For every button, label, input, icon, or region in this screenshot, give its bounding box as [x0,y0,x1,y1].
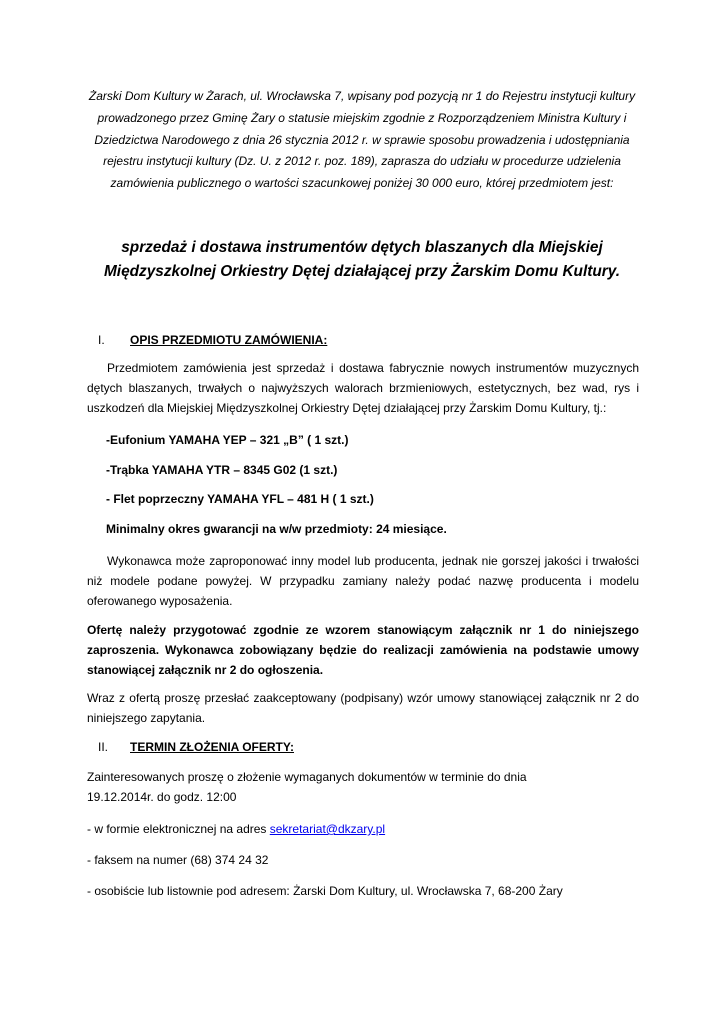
fax-line: - faksem na numer (68) 374 24 32 [87,853,269,867]
warranty-note: Minimalny okres gwarancji na w/w przedmioty: 24 miesiące. [106,522,447,536]
section-1-heading [98,331,327,349]
deadline-paragraph: Zainteresowanych proszę o złożenie wymaganych dokumentów w terminie do dnia 19.12.2014r. do godz. 12:00 [87,770,527,805]
section-2-heading [98,738,294,756]
section-1-title: OPIS PRZEDMIOTU ZAMÓWIENIA: [130,333,328,347]
email-prefix: - w formie elektronicznej na adres [87,822,270,836]
item-flet: - Flet poprzeczny YAMAHA YFL – 481 H ( 1 szt.) [106,492,374,506]
post-line: - osobiście lub listownie pod adresem: Żarski Dom Kultury, ul. Wrocławska 7, 68-200 Żary [87,884,563,898]
item-eufonium: -Eufonium YAMAHA YEP – 321 „B” ( 1 szt.) [106,433,349,447]
email-link[interactable]: sekretariat@dkzary.pl [269,822,386,836]
section-2-title: TERMIN ZŁOŻENIA OFERTY: [130,740,294,754]
section-1-number: I. [98,333,105,347]
item-trabka: -Trąbka YAMAHA YTR – 8345 G02 (1 szt.) [106,463,338,477]
section-2-number: II. [98,740,109,754]
description-paragraph: Przedmiotem zamówienia jest sprzedaż i dostawa fabrycznie nowych instrumentów muzycznych dętych blaszanych, trwałych o najwyższych walorach brzmieniowych, estetycznych, bez wad, rys i uszkodzeń dla Miejskiej Międzyszkolnej Orkiestry Dętej działającej przy Żarskim Domu Kultury, tj.: [87,361,639,416]
offer-paragraph: Ofertę należy przygotować zgodnie ze wzorem stanowiącym załącznik nr 1 do niniejszego zaproszenia. Wykonawca zobowiązany będzie do realizacji zamówienia na podstawie umowy stanowiącej załącznik nr 2 do ogłoszenia. [87,623,639,678]
email-line [87,819,385,839]
alternative-paragraph: Wykonawca może zaproponować inny model lub producenta, jednak nie gorszej jakości i trwałości niż modele podane powyżej. W przypadku zamiany należy podać nazwę producenta i modelu oferowanego wyposażenia. [87,554,639,609]
subject-heading: sprzedaż i dostawa instrumentów dętych blaszanych dla Miejskiej Międzyszkolnej Orkiestry Dętej działającej przy Żarskim Domu Kultury. [103,239,621,280]
attachment-paragraph: Wraz z ofertą proszę przesłać zaakceptowany (podpisany) wzór umowy stanowiącej załącznik nr 2 do niniejszego zapytania. [87,691,639,726]
intro-paragraph: Żarski Dom Kultury w Żarach, ul. Wrocławska 7, wpisany pod pozycją nr 1 do Rejestru instytucji kultury prowadzonego przez Gminę Żary o statusie miejskim zgodnie z Rozporządzeniem Ministra Kultury i Dziedzictwa Narodowego z dnia 26 stycznia 2012 r. w sprawie sposobu prowadzenia i udostępniania rejestru instytucji kultury (Dz. U. z 2012 r. poz. 189), zaprasza do udziału w procedurze udzielenia zamówienia publicznego o wartości szacunkowej poniżej 30 000 euro, której przedmiotem jest: [88,89,636,191]
